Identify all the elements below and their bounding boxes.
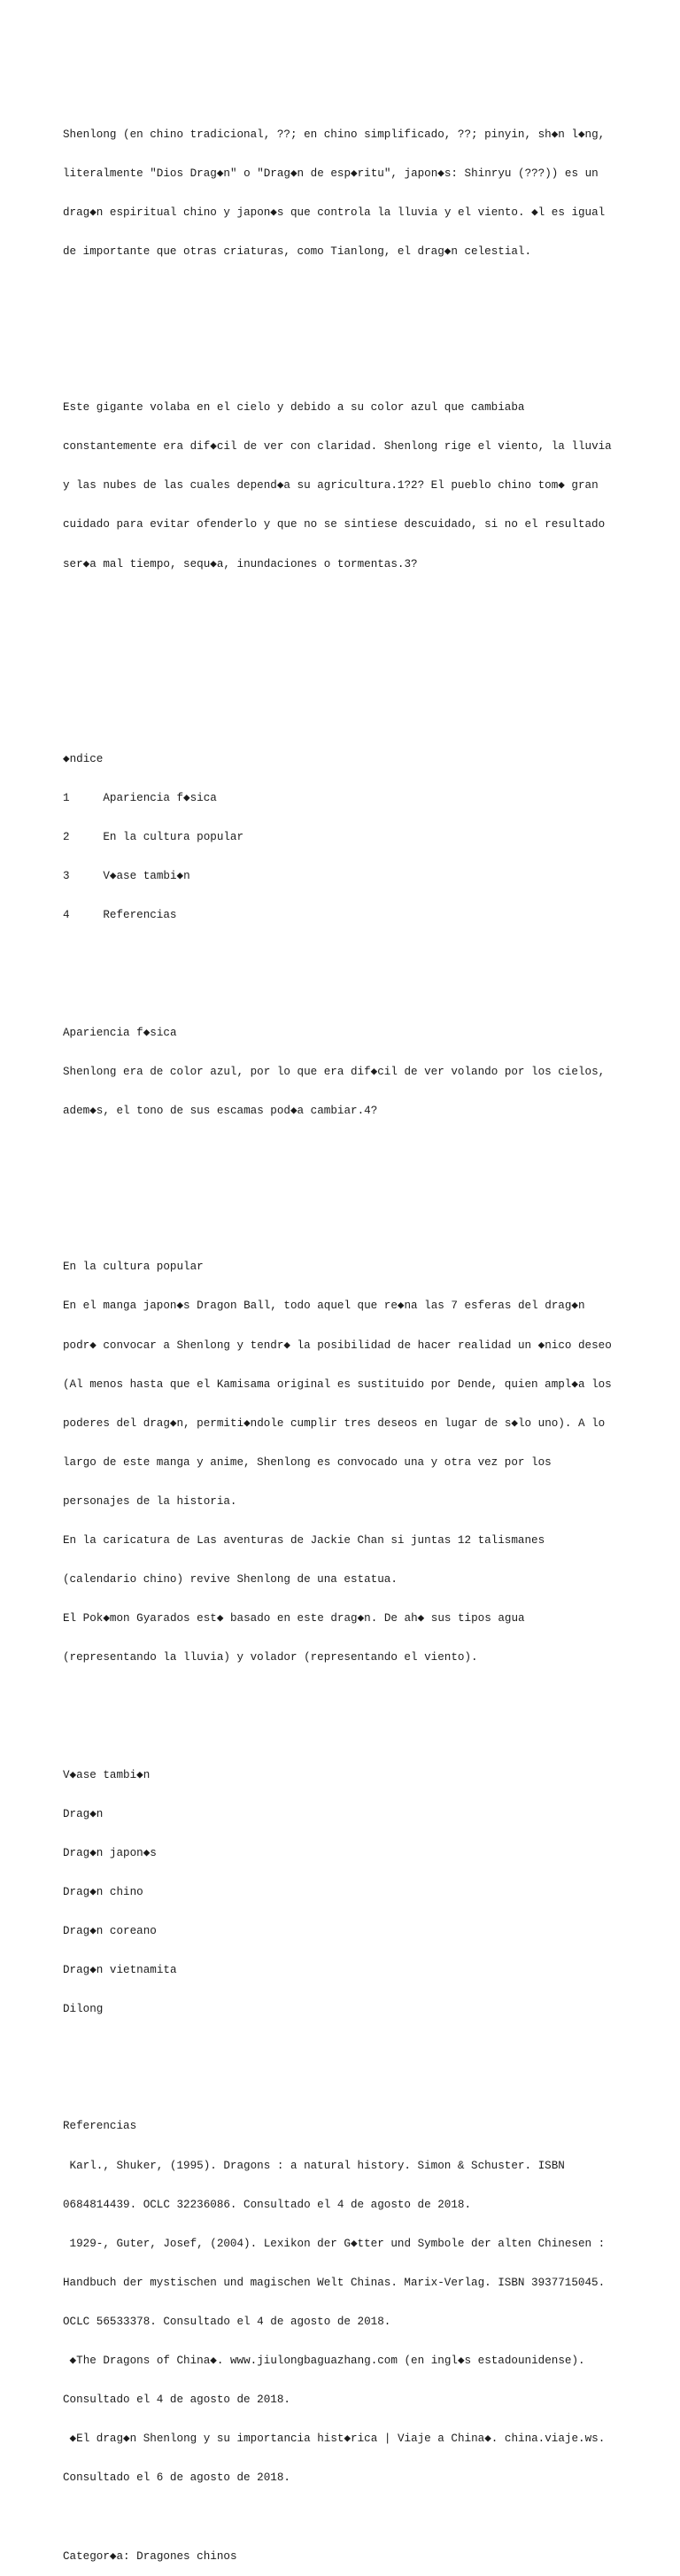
text-line: personajes de la historia. [63, 1494, 237, 1508]
text-line: drag◆n espiritual chino y japon◆s que controla la lluvia y el viento. ◆l es igual [63, 206, 606, 219]
section-cultura-popular [63, 1235, 630, 1690]
section-vease-tambien [63, 1742, 630, 2042]
toc-item: 4 Referencias [63, 909, 177, 922]
section-apariencia [63, 1000, 630, 1144]
see-also-item: Drag◆n chino [63, 1885, 143, 1898]
see-also-item: Dilong [63, 2003, 104, 2016]
document-page [63, 63, 630, 2576]
reference-line: 1929-, Guter, Josef, (2004). Lexikon der G◆tter und Symbole der alten Chinesen : [63, 2237, 606, 2250]
text-line: adem◆s, el tono de sus escamas pod◆a cambiar.4? [63, 1104, 378, 1117]
text-line: (Al menos hasta que el Kamisama original es sustituido por Dende, quien ampl◆a los [63, 1377, 612, 1391]
section-heading: En la cultura popular [63, 1261, 204, 1274]
text-line: constantemente era dif◆cil de ver con claridad. Shenlong rige el viento, la lluvia [63, 440, 612, 454]
toc-item: 3 V◆ase tambi◆n [63, 870, 190, 883]
text-line: En la caricatura de Las aventuras de Jackie Chan si juntas 12 talismanes [63, 1534, 545, 1548]
text-line: En el manga japon◆s Dragon Ball, todo aquel que re◆na las 7 esferas del drag◆n [63, 1300, 585, 1313]
section-heading: Apariencia f◆sica [63, 1026, 177, 1039]
text-line: (representando la lluvia) y volador (representando el viento). [63, 1651, 478, 1664]
toc-item: 1 Apariencia f◆sica [63, 792, 217, 805]
toc-item: 2 En la cultura popular [63, 831, 244, 844]
text-line: ser◆a mal tiempo, sequ◆a, inundaciones o tormentas.3? [63, 557, 418, 570]
see-also-item: Drag◆n coreano [63, 1924, 157, 1937]
description-paragraph [63, 376, 630, 597]
blank-line [63, 662, 630, 675]
reference-line: Consultado el 4 de agosto de 2018. [63, 2394, 290, 2407]
text-line: Este gigante volaba en el cielo y debido a su color azul que cambiaba [63, 401, 525, 415]
blank-line [63, 310, 630, 323]
text-line: (calendario chino) revive Shenlong de una estatua. [63, 1573, 398, 1587]
table-of-contents [63, 727, 630, 949]
text-line: de importante que otras criaturas, como Tianlong, el drag◆n celestial. [63, 244, 532, 258]
section-heading: Referencias [63, 2120, 137, 2133]
reference-line: Handbuch der mystischen und magischen Welt Chinas. Marix-Verlag. ISBN 3937715045. [63, 2276, 606, 2289]
text-line: El Pok◆mon Gyarados est◆ basado en este drag◆n. De ah◆ sus tipos agua [63, 1612, 525, 1626]
reference-line: ◆The Dragons of China◆. www.jiulongbaguazhang.com (en ingl◆s estadounidense). [63, 2355, 585, 2368]
intro-paragraph [63, 102, 630, 284]
text-line: Shenlong (en chino tradicional, ??; en chino simplificado, ??; pinyin, sh◆n l◆ng, [63, 128, 606, 141]
section-heading: V◆ase tambi◆n [63, 1768, 151, 1781]
reference-line: 0684814439. OCLC 32236086. Consultado el 4 de agosto de 2018. [63, 2198, 472, 2211]
section-referencias [63, 2094, 630, 2510]
toc-heading: ◆ndice [63, 753, 104, 766]
reference-line: OCLC 56533378. Consultado el 4 de agosto de 2018. [63, 2315, 391, 2328]
reference-line: Consultado el 6 de agosto de 2018. [63, 2471, 290, 2485]
see-also-item: Drag◆n [63, 1807, 104, 1820]
reference-line: Karl., Shuker, (1995). Dragons : a natural history. Simon & Schuster. ISBN [63, 2159, 565, 2172]
text-line: poderes del drag◆n, permiti◆ndole cumplir tres deseos en lugar de s◆lo uno). A lo [63, 1416, 606, 1430]
see-also-item: Drag◆n vietnamita [63, 1964, 177, 1977]
category-line: Categor◆a: Dragones chinos [63, 2549, 237, 2563]
text-line: literalmente "Dios Drag◆n" o "Drag◆n de esp◆ritu", japon◆s: Shinryu (???)) es un [63, 167, 599, 180]
blank-line [63, 1169, 630, 1183]
text-line: podr◆ convocar a Shenlong y tendr◆ la posibilidad de hacer realidad un ◆nico deseo [63, 1338, 612, 1352]
text-line: Shenlong era de color azul, por lo que era dif◆cil de ver volando por los cielos, [63, 1065, 606, 1078]
reference-line: ◆El drag◆n Shenlong y su importancia hist◆rica | Viaje a China◆. china.viaje.ws. [63, 2432, 606, 2446]
blank-line [63, 623, 630, 636]
text-line: largo de este manga y anime, Shenlong es convocado una y otra vez por los [63, 1455, 552, 1469]
text-line: cuidado para evitar ofenderlo y que no se sintiese descuidado, si no el resultado [63, 518, 606, 531]
see-also-item: Drag◆n japon◆s [63, 1846, 157, 1859]
text-line: y las nubes de las cuales depend◆a su agricultura.1?2? El pueblo chino tom◆ gran [63, 479, 599, 493]
